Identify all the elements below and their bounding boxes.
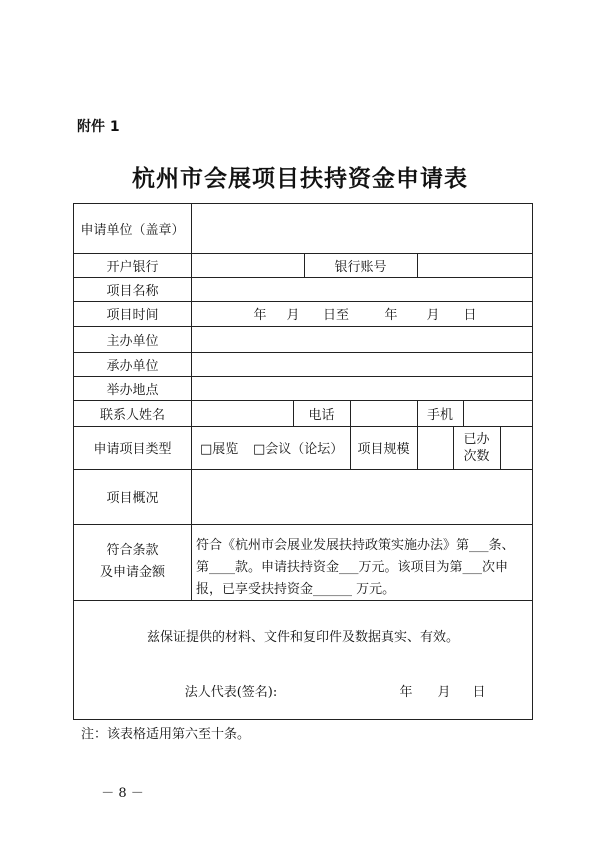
held-times-line1: 已办 <box>463 431 490 447</box>
venue-label: 举办地点 <box>106 382 159 398</box>
time-start-month: 月 <box>286 308 300 323</box>
co-organizer-label: 承办单位 <box>106 358 159 374</box>
type-option-conference[interactable]: □会议（论坛） <box>253 442 344 457</box>
sign-year: 年 <box>399 684 413 700</box>
sign-month: 月 <box>437 684 451 700</box>
time-start-year: 年 <box>253 308 267 323</box>
contact-label: 联系人姓名 <box>99 407 165 423</box>
overview-label: 项目概况 <box>106 491 159 506</box>
organizer-label: 主办单位 <box>106 333 159 349</box>
bank-label: 开户银行 <box>106 259 159 275</box>
legal-rep-label: 法人代表(签名): <box>184 684 278 700</box>
clause-text-line1: 符合《杭州市会展业发展扶持政策实施办法》第___条、 <box>196 538 515 553</box>
project-name-label: 项目名称 <box>106 283 159 299</box>
phone-label: 电话 <box>308 407 335 423</box>
clause-text-line3: 报，已享受扶持资金______ 万元。 <box>196 582 396 597</box>
footnote: 注：该表格适用第六至十条。 <box>81 727 251 742</box>
clause-text <box>196 535 530 601</box>
clause-text-line2: 第____款。申请扶持资金___万元。该项目为第___次申 <box>196 560 509 575</box>
mobile-label: 手机 <box>426 407 453 423</box>
time-start-day: 日至 <box>322 308 349 323</box>
attachment-label: 附件 1 <box>77 119 120 135</box>
application-form <box>73 203 533 720</box>
project-type-label: 申请项目类型 <box>93 442 172 457</box>
scale-label: 项目规模 <box>357 442 410 457</box>
project-time-label: 项目时间 <box>106 308 159 323</box>
guarantee-statement: 兹保证提供的材料、文件和复印件及数据真实、有效。 <box>146 629 459 645</box>
time-end-year: 年 <box>384 308 398 323</box>
sign-day: 日 <box>472 684 486 700</box>
held-times-line2: 次数 <box>463 448 490 464</box>
applicant-label: 申请单位（盖章） <box>80 223 185 238</box>
form-title: 杭州市会展项目扶持资金申请表 <box>132 165 468 192</box>
clause-label-line1: 符合条款 <box>106 543 159 558</box>
account-label: 银行账号 <box>334 259 387 275</box>
type-option-exhibition[interactable]: □展览 <box>200 442 239 457</box>
time-end-day: 日 <box>463 308 477 323</box>
clause-label-line2: 及申请金额 <box>99 565 165 580</box>
clause-label <box>74 524 191 600</box>
time-end-month: 月 <box>426 308 440 323</box>
held-times-label <box>453 426 500 469</box>
page-number: － 8 － <box>101 786 144 801</box>
